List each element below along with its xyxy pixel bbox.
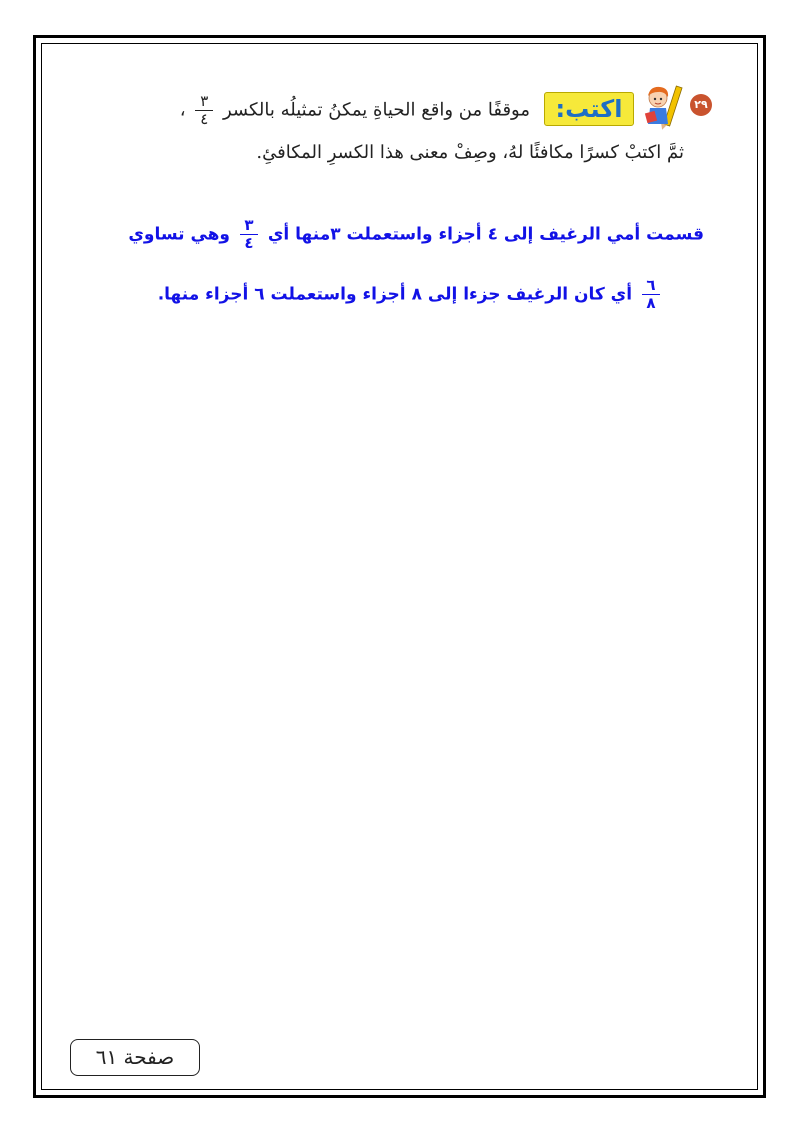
answer-line-2-text: أي كان الرغيف جزءا إلى ٨ أجزاء واستعملت ٦ أجزاء منها. — [157, 284, 633, 305]
fraction-denominator: ٤ — [244, 234, 254, 252]
answer-fraction-six-eighths — [642, 278, 660, 311]
question-number-badge: ٢٩ — [690, 94, 712, 116]
question-line-1-end: ، — [179, 99, 186, 121]
answer-fraction-three-quarters — [240, 218, 258, 251]
girl-with-pencil-icon — [640, 82, 684, 132]
fraction-denominator: ٨ — [646, 294, 656, 312]
fraction-numerator: ٦ — [646, 276, 656, 294]
question-line-2: ثمَّ اكتبْ كسرًا مكافئًا لهُ، وصِفْ معنى هذا الكسرِ المكافئِ. — [256, 142, 684, 163]
question-row — [72, 82, 712, 163]
answer-line-1-text-b: وهي تساوي — [128, 224, 230, 245]
fraction-three-quarters — [195, 94, 213, 127]
write-badge: اكتب: — [544, 92, 634, 126]
answer-line-1-text-a: قسمت أمي الرغيف إلى ٤ أجزاء واستعملت ٣منها أي — [267, 224, 704, 245]
fraction-numerator: ٣ — [244, 216, 254, 234]
page-inner-border — [41, 43, 758, 1090]
question-line-1-text: موقفًا من واقع الحياةِ يمكنُ تمثيلُه بالكسر — [223, 99, 530, 121]
question-line-1 — [180, 94, 530, 127]
answer-line-1 — [128, 218, 704, 251]
page-number-label: صفحة ٦١ — [70, 1039, 200, 1076]
fraction-denominator: ٤ — [200, 110, 209, 128]
answer-line-2 — [158, 278, 664, 311]
fraction-numerator: ٣ — [200, 92, 209, 110]
